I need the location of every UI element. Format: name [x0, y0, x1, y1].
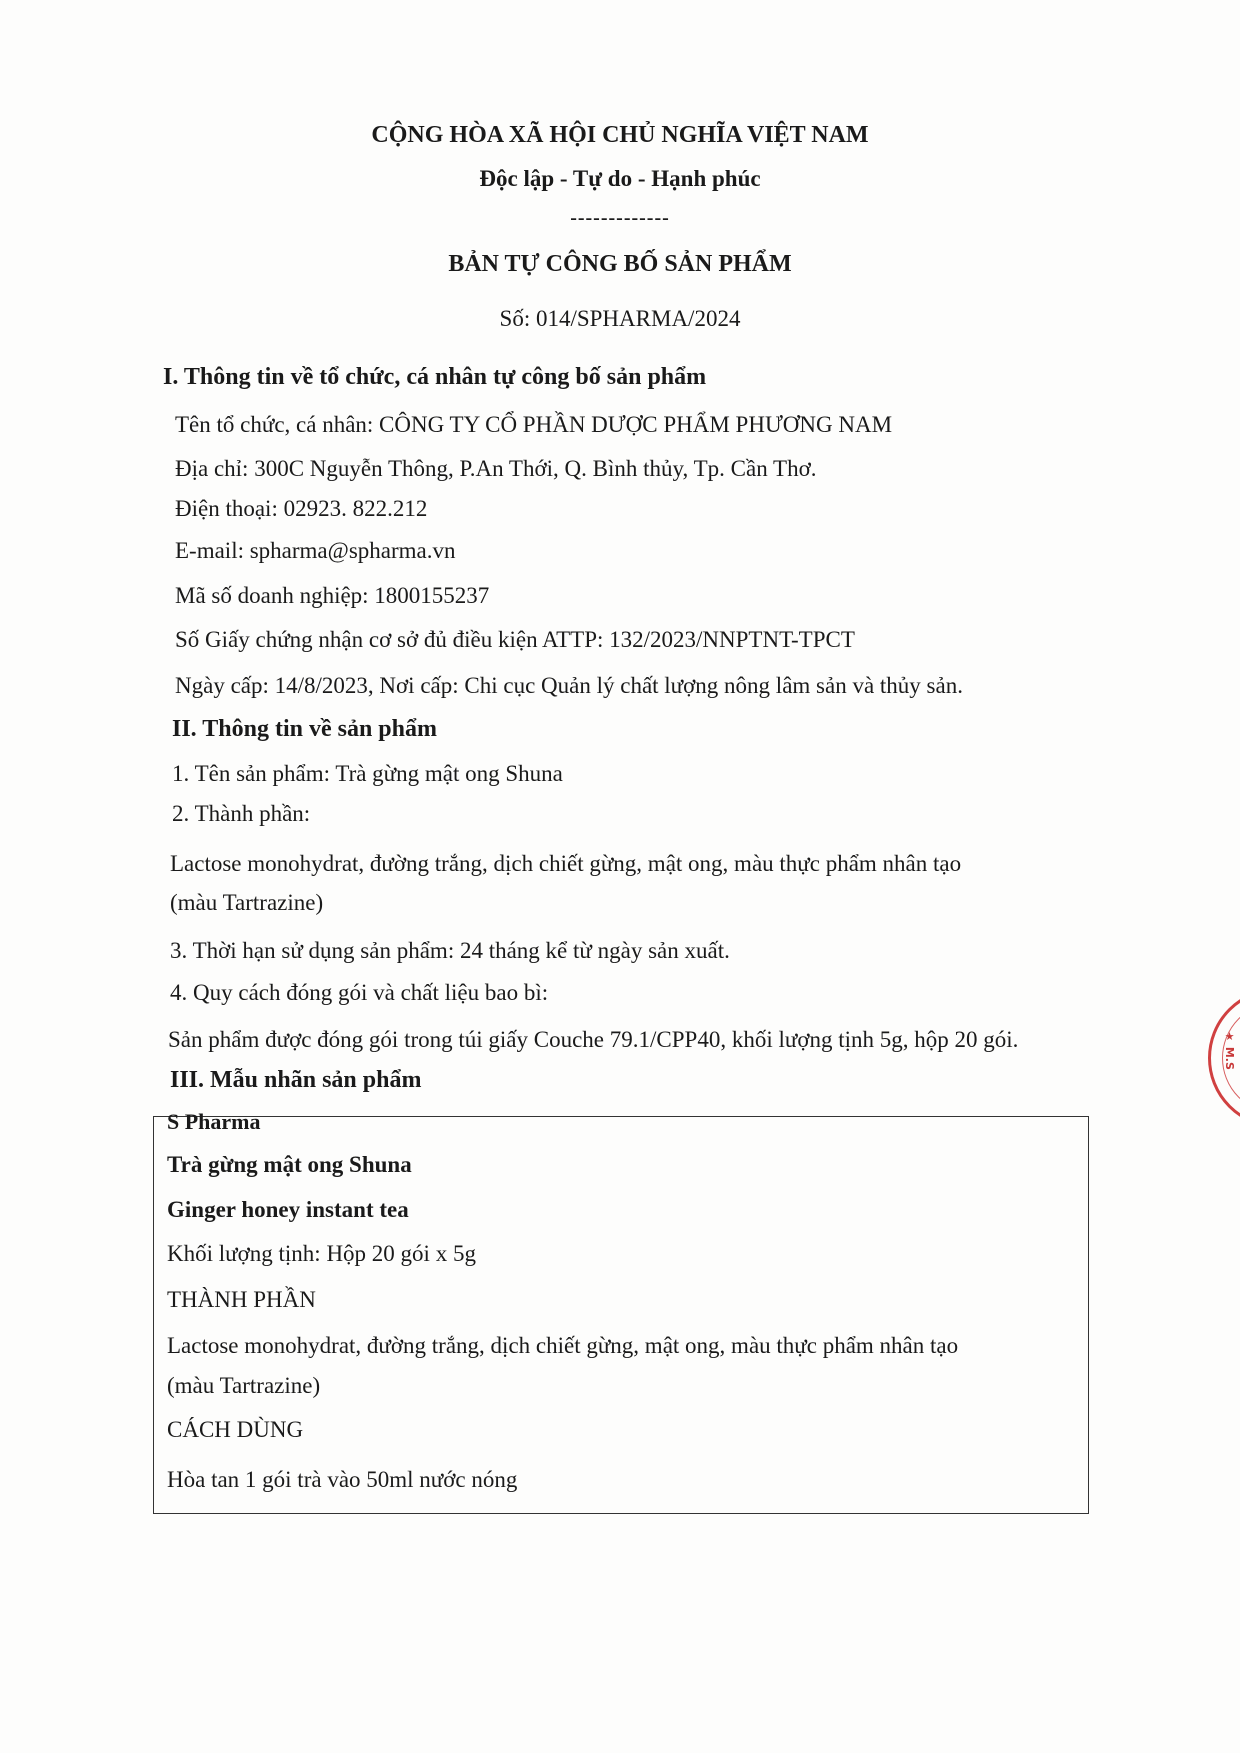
ingredients-line-1: Lactose monohydrat, đường trắng, dịch chiết gừng, mật ong, màu thực phẩm nhân tạo: [170, 851, 962, 876]
stamp-fragment-text: ★ M.S: [1223, 1030, 1236, 1070]
org-address: Địa chỉ: 300C Nguyễn Thông, P.An Thới, Q. Bình thủy, Tp. Cần Thơ.: [175, 456, 817, 481]
label-net-weight: Khối lượng tịnh: Hộp 20 gói x 5g: [167, 1241, 476, 1266]
nation-title: CỘNG HÒA XÃ HỘI CHỦ NGHĨA VIỆT NAM: [371, 122, 869, 148]
label-ingredients-line-2: (màu Tartrazine): [167, 1373, 321, 1398]
national-motto: Độc lập - Tự do - Hạnh phúc: [479, 166, 761, 191]
label-usage: Hòa tan 1 gói trà vào 50ml nước nóng: [167, 1467, 518, 1492]
section-3-heading: III. Mẫu nhãn sản phẩm: [170, 1067, 422, 1093]
section-2-heading: II. Thông tin về sản phẩm: [172, 716, 437, 742]
org-email: E-mail: spharma@spharma.vn: [175, 538, 456, 563]
label-ingredients-heading: THÀNH PHẦN: [167, 1287, 316, 1312]
food-safety-certificate: Số Giấy chứng nhận cơ sở đủ điều kiện ATTP: 132/2023/NNPTNT-TPCT: [175, 627, 855, 652]
label-product-name-en: Ginger honey instant tea: [167, 1197, 409, 1222]
ingredients-label: 2. Thành phần:: [172, 801, 311, 826]
packaging-label: 4. Quy cách đóng gói và chất liệu bao bì:: [170, 980, 549, 1005]
org-name: Tên tổ chức, cá nhân: CÔNG TY CỔ PHẦN DƯỢC PHẨM PHƯƠNG NAM: [175, 412, 893, 437]
ingredients-line-2: (màu Tartrazine): [170, 890, 324, 915]
org-tax-code: Mã số doanh nghiệp: 1800155237: [175, 583, 490, 608]
label-usage-heading: CÁCH DÙNG: [167, 1417, 304, 1442]
header-separator: -------------: [570, 207, 670, 229]
label-product-name-vi: Trà gừng mật ong Shuna: [167, 1152, 412, 1177]
org-phone: Điện thoại: 02923. 822.212: [175, 496, 428, 521]
packaging-description: Sản phẩm được đóng gói trong túi giấy Couche 79.1/CPP40, khối lượng tịnh 5g, hộp 20 gói.: [168, 1027, 1019, 1052]
label-ingredients-line-1: Lactose monohydrat, đường trắng, dịch chiết gừng, mật ong, màu thực phẩm nhân tạo: [167, 1333, 959, 1358]
product-name: 1. Tên sản phẩm: Trà gừng mật ong Shuna: [172, 761, 563, 786]
shelf-life: 3. Thời hạn sử dụng sản phẩm: 24 tháng kể từ ngày sản xuất.: [170, 938, 730, 963]
document-number: Số: 014/SPHARMA/2024: [499, 306, 741, 331]
label-brand: S Pharma: [167, 1109, 261, 1134]
document-title: BẢN TỰ CÔNG BỐ SẢN PHẨM: [448, 251, 792, 277]
section-1-heading: I. Thông tin về tổ chức, cá nhân tự công bố sản phẩm: [163, 364, 707, 390]
product-label-sample: [153, 1109, 1089, 1514]
certificate-issue: Ngày cấp: 14/8/2023, Nơi cấp: Chi cục Quản lý chất lượng nông lâm sản và thủy sản.: [175, 673, 963, 698]
